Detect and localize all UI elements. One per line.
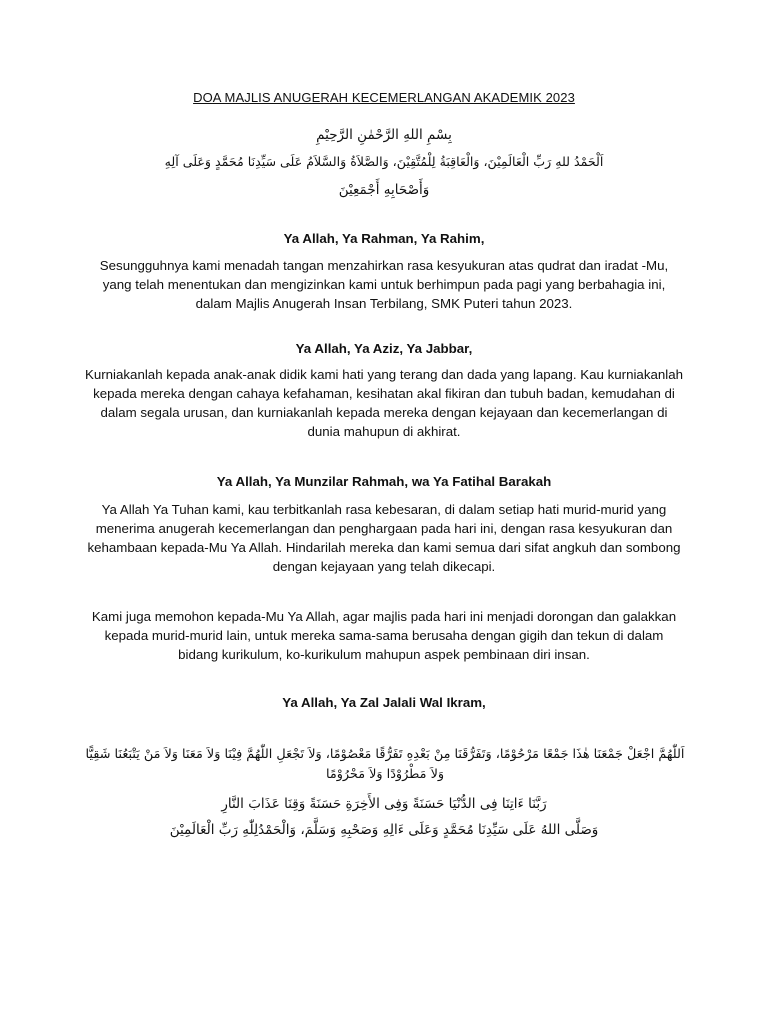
section-heading-2: Ya Allah, Ya Aziz, Ya Jabbar, [295, 341, 473, 356]
basmalah-text: بِسْمِ اللهِ الرَّحْمٰنِ الرَّحِيْمِ [316, 127, 452, 143]
document-title: DOA MAJLIS ANUGERAH KECEMERLANGAN AKADEMIK 2023 [193, 90, 575, 105]
final-heading: Ya Allah, Ya Zal Jalali Wal Ikram, [282, 695, 486, 710]
opening-arabic-line-1: اَلْحَمْدُ للهِ رَبِّ الْعَالَمِيْنَ، وَالْعَاقِبَةُ لِلْمُتَّقِيْنَ، وَالصَّلاَةُ وَالسَّلاَمُ عَلَى سَيِّدِنَا مُحَمَّدٍ وَعَلَى آلِهِ [164, 154, 604, 169]
closing-arabic-line-1: اَللّٰهُمَّ اجْعَلْ جَمْعَنَا هٰذَا جَمْعًا مَرْحُوْمًا، وَتَفَرُّقَنَا مِنْ بَعْدِهِ تَفَرُّقًا مَعْصُوْمًا، وَلاَ تَجْعَلِ اللّٰهُمَّ فِيْنَا وَلاَ مَعَنَا وَلاَ مَنْ يَتْبَعُنَا شَقِيًّا وَلاَ مَطْرُوْدًا وَلاَ مَحْرُوْمًا [85, 747, 685, 782]
section-heading-1: Ya Allah, Ya Rahman, Ya Rahim, [283, 231, 485, 246]
section-heading-3: Ya Allah, Ya Munzilar Rahmah, wa Ya Fatihal Barakah [216, 474, 552, 489]
section-paragraph-3: Ya Allah Ya Tuhan kami, kau terbitkanlah rasa kebesaran, di dalam setiap hati murid-murid yang menerima anugerah kecemerlangan dan penghargaan pada hari ini, dengan rasa kesyukuran dan kehambaan kepada-Mu Ya Allah. Hindarilah mereka dan kami semua dari sifat angkuh dan sombong dengan kejayaan yang telah dikecapi. [87, 502, 681, 574]
closing-arabic-line-2: رَبَّنَا ءَاتِنَا فِى الدُّنْيَا حَسَنَةً وَفِى الأَخِرَةِ حَسَنَةً وَقِنَا عَذَابَ النَّارِ [221, 796, 547, 812]
closing-arabic-line-3: وَصَلَّى اللهُ عَلَى سَيِّدِنَا مُحَمَّدٍ وَعَلَى ءَالِهِ وَصَحْبِهِ وَسَلَّمَ، وَالْحَمْدُلِلّٰهِ رَبِّ الْعَالَمِيْنَ [169, 822, 599, 838]
opening-arabic-line-2: وَأَصْحَابِهِ أَجْمَعِيْنَ [338, 182, 430, 198]
section-paragraph-1: Sesungguhnya kami menadah tangan menzahirkan rasa kesyukuran atas qudrat dan iradat -Mu, yang telah menentukan dan mengizinkan kami untuk berhimpun pada pagi yang berbahagia ini, dalam Majlis Anugerah Insan Terbilang, SMK Puteri tahun 2023. [99, 258, 669, 311]
extra-paragraph: Kami juga memohon kepada-Mu Ya Allah, agar majlis pada hari ini menjadi dorongan dan galakkan kepada murid-murid lain, untuk mereka sama-sama berusaha dengan gigih dan tekun di dalam bidang kurikulum, ko-kurikulum mahupun aspek pembinaan diri insan. [91, 609, 677, 662]
section-paragraph-2: Kurniakanlah kepada anak-anak didik kami hati yang terang dan dada yang lapang. Kau kurniakanlah kepada mereka dengan cahaya kefahaman, kesihatan akal fikiran dan tubuh badan, kemudahan di dalam segala urusan, dan kurniakanlah kepada mereka dengan kejayaan dan kecemerlangan di dunia mahupun di akhirat. [84, 367, 684, 439]
